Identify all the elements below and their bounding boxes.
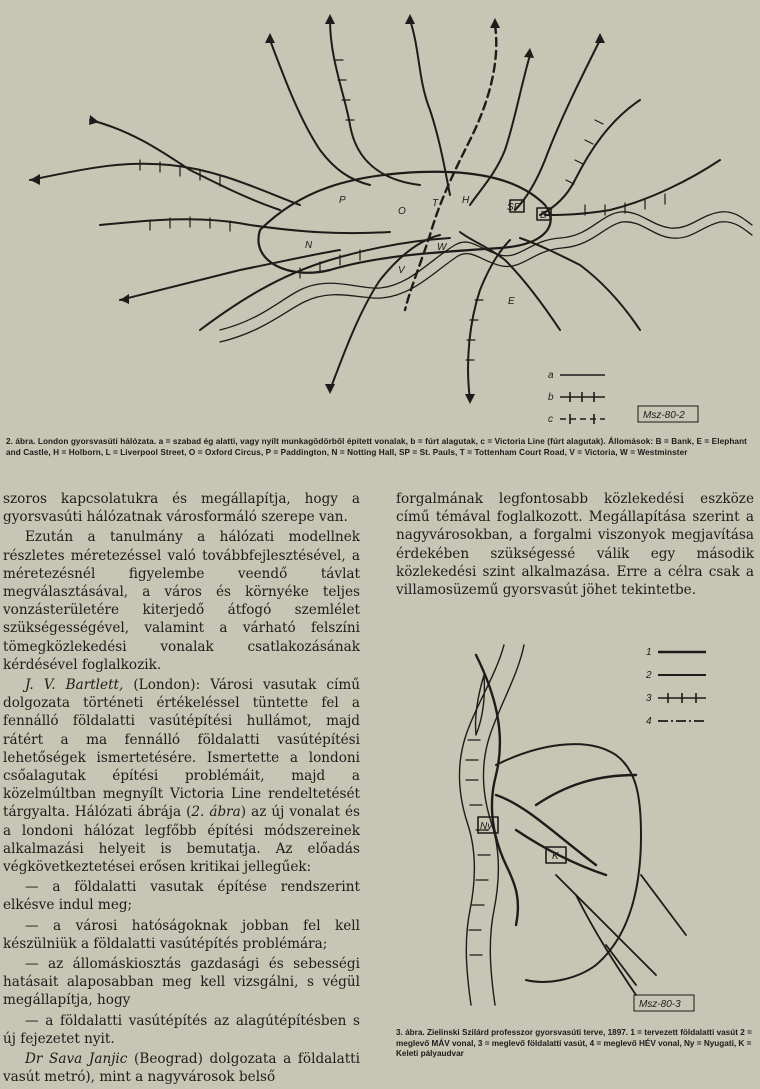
station-label-o: O <box>398 206 406 217</box>
janjic-text: (Beograd) dolgozata a földalatti vasút metró), mint a nagyvárosok belső <box>3 1051 360 1086</box>
station-label-k: K <box>552 851 559 862</box>
list-item: — a földalatti vasútépítés az alagútépítésben s új fejezetet nyit. <box>3 1012 360 1047</box>
figure-ref: 2. ábra <box>191 804 241 821</box>
legend-a-label: a <box>548 370 554 381</box>
station-label-w: W <box>437 242 447 253</box>
station-label-sp: SP <box>507 202 521 213</box>
planned-underground <box>476 655 636 925</box>
figure2-legend <box>634 647 706 1011</box>
left-column <box>3 490 360 1089</box>
figure1-code: Msz-80-2 <box>643 410 685 421</box>
station-label-n: N <box>305 240 313 251</box>
legend-3-label: 3 <box>646 693 652 704</box>
list-item: — a városi hatóságoknak jobban fel kell készülniük a földalatti vasútépítés problémára; <box>3 917 360 952</box>
bartlett-text-2: ) az új vonalat és a londoni hálózat legfőbb építési módszereinek alkalmazási helyeit is bemutatja. Az előadás végkövetkeztetései erősen kritikai jellegűek: <box>3 804 361 876</box>
left-paragraph-4 <box>3 1050 360 1086</box>
station-label-ny: Ny <box>480 821 493 832</box>
figure1-legend <box>548 370 698 425</box>
station-label-h: H <box>462 195 470 206</box>
list-item: — az állomáskiosztás gazdasági és sebességi hatásait alaposabban meg kell vizsgálni, s végül megállapítja, hogy <box>3 956 360 1009</box>
right-column <box>396 490 754 599</box>
author-bartlett: J. V. Bartlett, <box>25 677 124 694</box>
left-paragraph-2: Ezután a tanulmány a hálózati modellnek részletes méretezéssel való továbbfejlesztésével, a méretezésnél figyelembe veendő távlat megválasztásával, a város és környéke teljes vonzásterületére kiterjedő átfogó szemlélet szükségességével, valamint a várható felszíni tömegközlekedési vonalak csatlakozásának kérdésével foglalkozik. <box>3 529 360 673</box>
right-paragraph-1: forgalmának legfontosabb közlekedési eszköze című témával foglalkozott. Megállapítása szerint a nagyvárosokban, a forgalmi viszonyok megjavítása érdekében szükségessé válik egy második közlekedési szint alkalmazása. Erre a célra csak a villamosüzemű gyorsvasút jöhet tekintetbe. <box>396 491 754 599</box>
author-janjic: Dr Sava Janjic <box>25 1051 128 1068</box>
figure1-caption: 2. ábra. London gyorsvasúti hálózata. a = szabad ég alatti, vagy nyílt munkagödörből épített vonalak, b = fúrt alagutak, c = Victoria Line (fúrt alagutak). Állomások: B = Bank, E = Elephant and Castle, H = Holborn, L = Liverpool Street, O = Oxford Circus, P = Paddington, N = Notting Hall, SP = St. Pauls, T = Tottenham Court Road, V = Victoria, W = Westminster <box>6 437 748 457</box>
bartlett-text: (London): Városi vasutak című dolgozata történeti értékeléssel tüntette fel a fennálló földalatti vasútépítési hullámot, majd rátért a ma fennálló földalatti vasútépítési lehetőségek ismertetésére. Ismertette a londoni csőalagutak építési problémáit, majd a közelmúltban megnyílt Victoria Line rendeltetését tárgyalta. Hálózati ábrája ( <box>3 677 360 821</box>
legend-b-label: b <box>548 392 554 403</box>
budapest-plan-map <box>396 635 756 1025</box>
station-label-t: T <box>432 198 439 209</box>
left-paragraph-3 <box>3 676 360 876</box>
legend-1-label: 1 <box>646 647 652 658</box>
station-label-v: V <box>398 265 405 276</box>
london-network-map <box>0 0 760 432</box>
legend-4-label: 4 <box>646 716 652 727</box>
legend-c-label: c <box>548 414 553 425</box>
legend-2-label: 2 <box>646 670 652 681</box>
left-paragraph-1: szoros kapcsolatukra és megállapítja, hogy a gyorsvasúti hálózatnak városformáló szerepe van. <box>3 491 360 526</box>
station-label-p: P <box>339 195 346 206</box>
mav-line <box>496 744 641 982</box>
figure2-caption: 3. ábra. Zielinski Szilárd professzor gyorsvasúti terve, 1897. 1 = tervezett földalatti vasút 2 = meglevő MÁV vonal, 3 = meglevő földalatti vasút, 4 = meglevő HÉV vonal, Ny = Nyugati, K = Keleti pályaudvar <box>396 1028 752 1058</box>
existing-underground-ticks <box>466 740 490 955</box>
tube-lines <box>30 20 720 400</box>
figure2-code: Msz-80-3 <box>639 999 681 1010</box>
station-label-e: E <box>508 296 515 307</box>
list-item: — a földalatti vasutak építése rendszerint elkésve indul meg; <box>3 879 360 914</box>
station-label-b: B <box>540 210 547 221</box>
